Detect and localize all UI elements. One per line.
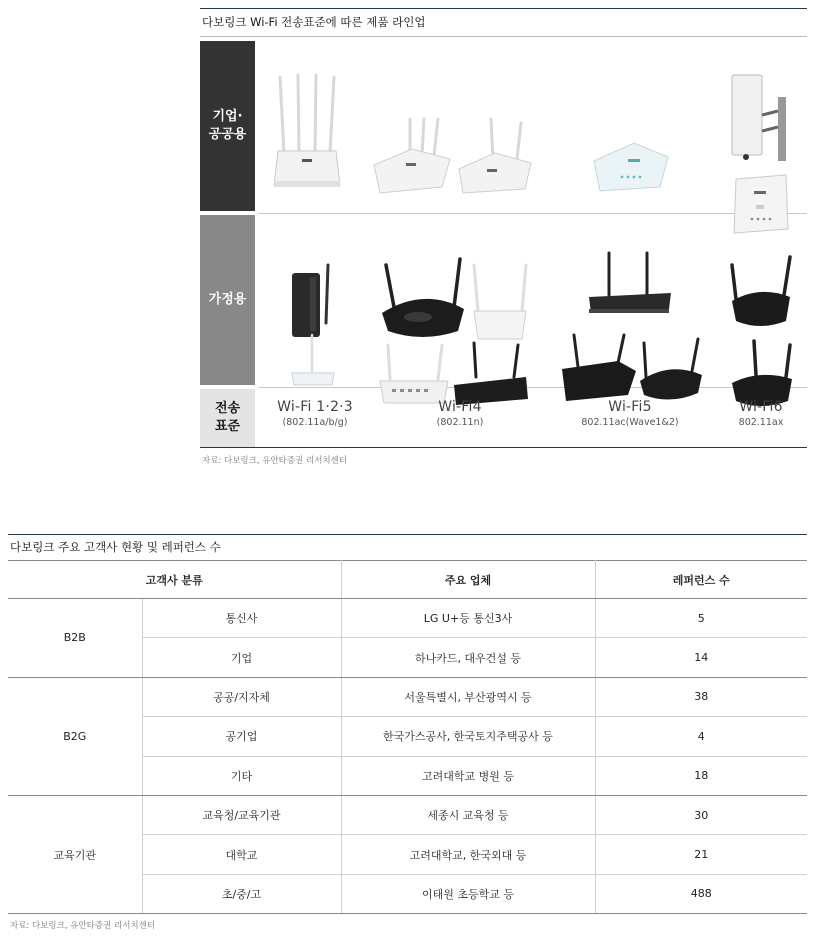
home-router-single-antenna-image — [288, 333, 338, 389]
reference-count-cell: 21 — [595, 835, 807, 874]
home-router-wifi5-large-image — [558, 333, 638, 405]
reference-count-cell: 38 — [595, 677, 807, 716]
row-divider — [258, 387, 807, 388]
subcategory-cell: 대학교 — [142, 835, 341, 874]
figure1-source: 자료: 다보링크, 유안타증권 리서치센터 — [202, 456, 348, 466]
major-company-cell: 하나카드, 대우건설 등 — [341, 638, 595, 677]
row-label-home: 가정용 — [200, 215, 255, 385]
subcategory-cell: 기업 — [142, 638, 341, 677]
subcategory-cell: 초/중/고 — [142, 874, 341, 913]
home-router-black-curved-image — [378, 257, 468, 345]
row-divider — [258, 213, 807, 214]
corporate-outdoor-ap-image — [728, 71, 796, 163]
customer-reference-table — [8, 560, 807, 914]
group-b2b: B2B — [8, 599, 142, 678]
subcategory-cell: 공기업 — [142, 717, 341, 756]
table-row — [8, 795, 807, 834]
standard-wifi5: Wi-Fi5 802.11ac(Wave1&2) — [581, 399, 679, 428]
home-modem-tower-image — [288, 263, 334, 339]
table-header-row — [8, 561, 807, 599]
home-router-wifi5-round-image — [636, 337, 706, 407]
figure2-source: 자료: 다보링크, 유안타증권 리서치센터 — [10, 921, 156, 932]
corporate-ap-3-antenna-image — [370, 115, 455, 197]
subcategory-cell: 통신사 — [142, 599, 341, 638]
product-lineup-grid — [200, 36, 807, 448]
figure2-title: 다보링크 주요 고객사 현황 및 레퍼런스 수 — [8, 534, 807, 560]
header-major-companies: 주요 업체 — [341, 561, 595, 599]
home-router-wifi6-top-image — [728, 255, 794, 331]
header-category: 고객사 분류 — [8, 561, 341, 599]
corporate-ap-2-antenna-image — [455, 117, 535, 199]
major-company-cell: 고려대학교, 한국외대 등 — [341, 835, 595, 874]
corporate-ceiling-ap-image — [590, 133, 670, 197]
subcategory-cell: 교육청/교육기관 — [142, 795, 341, 834]
reference-count-cell: 488 — [595, 874, 807, 913]
home-router-white-2-antenna-image — [470, 261, 530, 343]
reference-count-cell: 14 — [595, 638, 807, 677]
reference-count-cell: 18 — [595, 756, 807, 795]
customer-table-figure — [8, 534, 807, 931]
reference-count-cell: 4 — [595, 717, 807, 756]
standard-wifi6: Wi-Fi6 802.11ax — [738, 399, 784, 428]
corporate-wall-ap-image — [732, 171, 790, 237]
group-education: 교육기관 — [8, 795, 142, 913]
group-b2g: B2G — [8, 677, 142, 795]
major-company-cell: 세종시 교육청 등 — [341, 795, 595, 834]
subcategory-cell: 기타 — [142, 756, 341, 795]
home-router-wifi5-image — [585, 251, 675, 317]
major-company-cell: 서울특별시, 부산광역시 등 — [341, 677, 595, 716]
major-company-cell: LG U+등 통신3사 — [341, 599, 595, 638]
header-reference-count: 레퍼런스 수 — [595, 561, 807, 599]
figure1-title: 다보링크 Wi-Fi 전송표준에 따른 제품 라인업 — [200, 8, 807, 36]
corporate-router-4-antenna-image — [272, 73, 342, 195]
row-label-corporate: 기업· 공공용 — [200, 41, 255, 211]
reference-count-cell: 5 — [595, 599, 807, 638]
row-label-standard: 전송 표준 — [200, 389, 255, 447]
table-row — [8, 599, 807, 638]
standard-wifi4: Wi-Fi4 (802.11n) — [436, 399, 484, 428]
table-row — [8, 677, 807, 716]
major-company-cell: 한국가스공사, 한국토지주택공사 등 — [341, 717, 595, 756]
major-company-cell: 이태원 초등학교 등 — [341, 874, 595, 913]
major-company-cell: 고려대학교 병원 등 — [341, 756, 595, 795]
product-lineup-figure — [200, 8, 807, 466]
subcategory-cell: 공공/지자체 — [142, 677, 341, 716]
standard-wifi123: Wi-Fi 1·2·3 (802.11a/b/g) — [277, 399, 353, 428]
reference-count-cell: 30 — [595, 795, 807, 834]
